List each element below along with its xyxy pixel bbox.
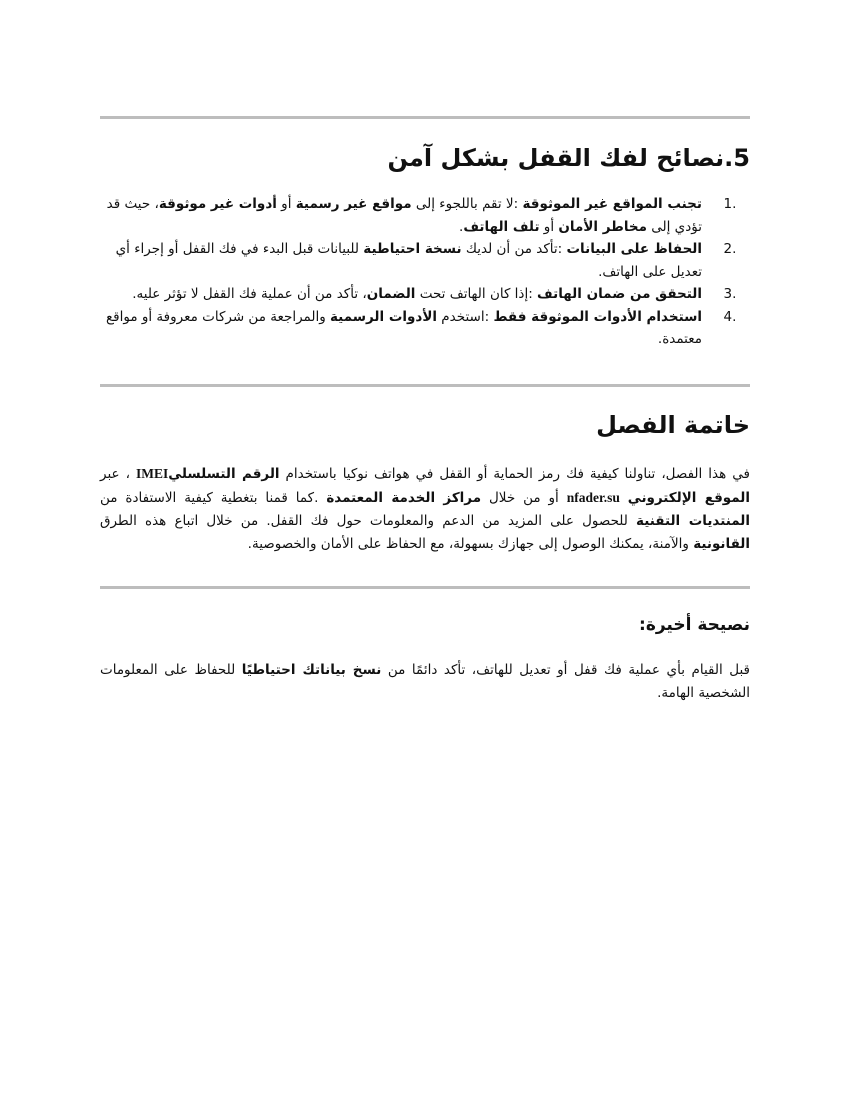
tip-text: أو — [276, 196, 296, 212]
tip-text: والمراجعة من شركات معروفة أو مواقع معتمدة. — [105, 308, 702, 347]
list-number: 4. — [723, 308, 737, 325]
list-item — [100, 283, 750, 306]
paragraph-text: للحفاظ على المعلومات الشخصية الهامة. — [100, 662, 750, 701]
final-tip-heading: نصيحة أخيرة: — [639, 615, 750, 635]
paragraph-text: والآمنة، يمكنك الوصول إلى جهازك بسهولة، مع الحفاظ على الأمان والخصوصية. — [247, 536, 694, 552]
paragraph-emphasis: مراكز الخدمة المعتمدة — [326, 490, 482, 506]
final-tip-section — [100, 613, 750, 705]
list-number: 2. — [723, 241, 737, 257]
tip-text: ، تأكد من أن عملية فك القفل لا تؤثر عليه. — [132, 286, 367, 302]
tip-text: ، حيث قد تؤدي إلى — [106, 196, 702, 235]
list-number: 3. — [723, 286, 737, 302]
tip-emphasis: أدوات غير موثوقة — [158, 196, 277, 212]
final-tip-paragraph — [100, 659, 750, 705]
tip-lead: تجنب المواقع غير الموثوقة — [522, 196, 702, 212]
tip-emphasis: مخاطر الأمان — [558, 218, 647, 235]
tip-emphasis: تلف الهاتف — [463, 218, 540, 235]
tip-emphasis: الضمان — [366, 286, 416, 302]
paragraph-text: ، عبر — [100, 466, 136, 482]
tip-text: :إذا كان الهاتف تحت — [415, 286, 538, 302]
conclusion-paragraph — [100, 462, 750, 556]
website-name: nfader.su — [566, 490, 620, 505]
tip-emphasis: نسخة احتياطية — [363, 241, 462, 257]
imei-term: IMEI — [135, 466, 169, 481]
paragraph-emphasis: المنتديات التقنية — [636, 513, 750, 529]
tip-text: :استخدم — [437, 308, 494, 325]
tip-emphasis: مواقع غير رسمية — [295, 196, 412, 212]
tip-emphasis: الأدوات الرسمية — [330, 308, 438, 325]
paragraph-emphasis: نسخ بياناتك احتياطيًا — [241, 662, 382, 678]
paragraph-emphasis: الموقع الإلكتروني — [627, 490, 751, 506]
tip-text: :تأكد من أن لديك — [461, 241, 567, 257]
section-divider — [100, 586, 750, 589]
paragraph-text: للحصول على المزيد من الدعم والمعلومات حول فك القفل. من خلال اتباع هذه الطرق — [100, 513, 637, 529]
tip-text: أو — [539, 218, 559, 235]
paragraph-text: في هذا الفصل، تناولنا كيفية فك رمز الحماية أو القفل في هواتف نوكيا باستخدام — [279, 466, 750, 482]
paragraph-text: قبل القيام بأي عملية فك قفل أو تعديل للهاتف، تأكد دائمًا من — [381, 662, 750, 678]
paragraph-text: .كما قمنا بتغطية كيفية الاستفادة من — [100, 490, 327, 506]
tip-text: :لا تقم باللجوء إلى — [411, 196, 523, 212]
paragraph-text: أو من خلال — [481, 490, 567, 506]
paragraph-emphasis: القانونية — [693, 536, 750, 552]
list-item — [100, 306, 750, 351]
section-divider — [100, 116, 750, 119]
list-number: 1. — [723, 196, 737, 212]
section-5 — [100, 143, 750, 351]
tip-lead: استخدام الأدوات الموثوقة فقط — [493, 308, 702, 325]
tip-lead: الحفاظ على البيانات — [566, 241, 702, 257]
list-item — [100, 238, 750, 283]
list-item — [100, 193, 750, 238]
tip-text: للبيانات قبل البدء في فك القفل أو إجراء أي تعديل على الهاتف. — [115, 241, 702, 280]
tips-list — [100, 193, 750, 351]
conclusion-section — [100, 410, 750, 556]
section-5-heading: 5.نصائح لفك القفل بشكل آمن — [387, 144, 750, 172]
section-divider — [100, 384, 750, 387]
conclusion-heading: خاتمة الفصل — [596, 411, 750, 439]
tip-text: . — [459, 218, 464, 235]
paragraph-emphasis: الرقم التسلسلي — [168, 466, 280, 482]
tip-lead: التحقق من ضمان الهاتف — [537, 286, 702, 302]
